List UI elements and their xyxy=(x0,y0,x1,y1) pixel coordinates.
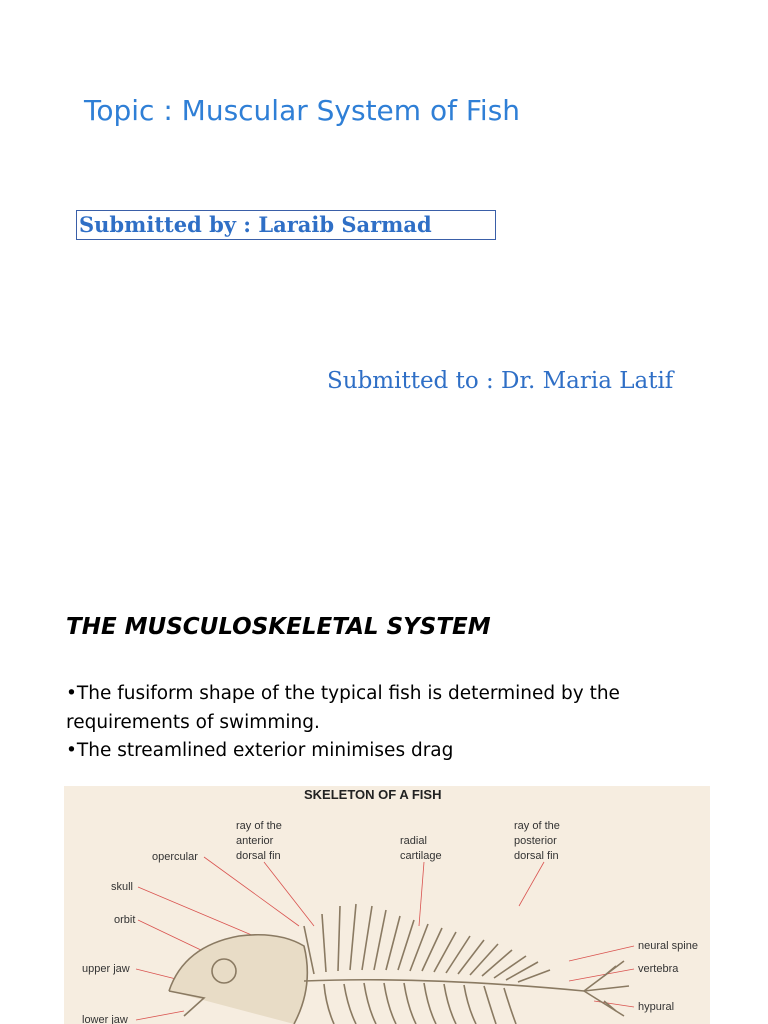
label-anterior-ray-3: dorsal fin xyxy=(236,850,281,862)
label-neural-spine: neural spine xyxy=(638,940,698,952)
page-title: Topic : Muscular System of Fish xyxy=(84,94,521,127)
bullet-item: •The streamlined exterior minimises drag xyxy=(66,740,454,761)
label-posterior-ray-1: ray of the xyxy=(514,820,560,832)
label-posterior-ray-3: dorsal fin xyxy=(514,850,559,862)
submitted-to-text: Submitted to : Dr. Maria Latif xyxy=(327,368,674,394)
skeleton-bones xyxy=(169,904,629,1024)
label-upper-jaw: upper jaw xyxy=(82,963,130,975)
label-vertebra: vertebra xyxy=(638,963,679,975)
fish-skeleton-figure xyxy=(64,786,710,1024)
section-heading: THE MUSCULOSKELETAL SYSTEM xyxy=(66,614,491,640)
label-anterior-ray-2: anterior xyxy=(236,835,274,847)
label-opercular: opercular xyxy=(152,851,198,863)
bullet-item: •The fusiform shape of the typical fish is determined by the requirements of swimming. xyxy=(66,683,620,733)
label-anterior-ray-1: ray of the xyxy=(236,820,282,832)
figure-title: SKELETON OF A FISH xyxy=(304,787,442,802)
label-skull: skull xyxy=(111,881,134,893)
label-posterior-ray-2: posterior xyxy=(514,835,557,847)
label-lower-jaw: lower jaw xyxy=(82,1014,128,1024)
submitted-by-box: Submitted by : Laraib Sarmad xyxy=(76,210,496,240)
label-radial-2: cartilage xyxy=(400,850,442,862)
bullet-list xyxy=(66,680,706,766)
fish-skeleton-diagram xyxy=(64,786,710,1024)
label-orbit: orbit xyxy=(114,914,136,926)
label-radial-1: radial xyxy=(400,835,427,847)
label-hypural: hypural xyxy=(638,1001,675,1013)
